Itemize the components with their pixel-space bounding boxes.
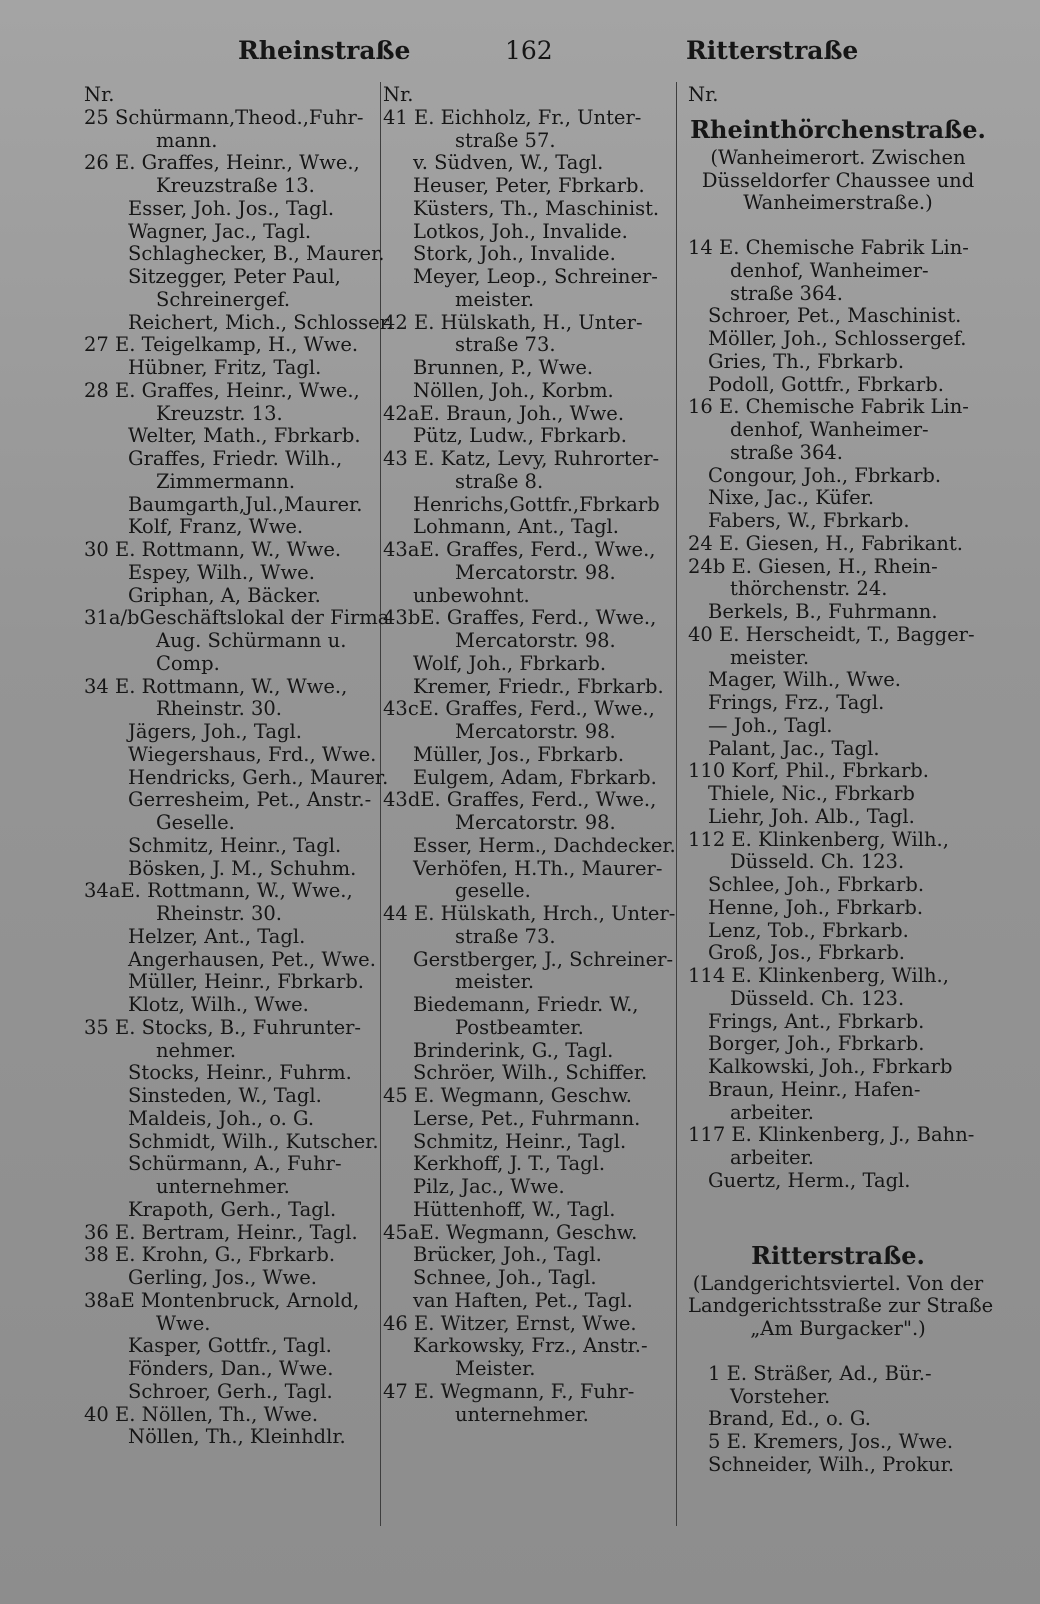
entry-line: 16 E. Chemische Fabrik Lin- [688,395,969,419]
entry-line: Nöllen, Joh., Korbm. [413,378,614,402]
entry-line: Nr. [84,83,115,106]
entry-line: Borger, Joh., Fbrkarb. [708,1032,925,1056]
nr-heading: Nr. [688,83,719,106]
entry-line: Helzer, Ant., Tagl. [128,924,306,948]
entry-line: 24b E. Giesen, H., Rhein- [688,554,938,578]
entry-line: Comp. [156,651,220,675]
entry-line: straße 73. [455,924,556,948]
entry-line: Schroer, Pet., Maschinist. [708,304,962,328]
entry-line: van Haften, Pet., Tagl. [413,1288,633,1312]
entry-line: Sinsteden, W., Tagl. [128,1084,322,1107]
entry-line: 5 E. Kremers, Jos., Wwe. [708,1430,954,1453]
entry-line: Palant, Jac., Tagl. [708,736,880,760]
section-entries [688,1363,988,1477]
entry-line: 38aE Montenbruck, Arnold, [84,1288,360,1312]
entry-line: Aug. Schürmann u. [156,629,347,652]
entry-line: Lotkos, Joh., Invalide. [413,219,628,243]
entry-line: Henne, Joh., Fbrkarb. [708,895,924,919]
entry-line: Kreuzstraße 13. [156,174,315,197]
entry-line: 117 E. Klinkenberg, J., Bahn- [688,1123,975,1147]
entry-line: — Joh., Tagl. [708,713,833,737]
entry-line: Biedemann, Friedr. W., [413,993,639,1016]
entry-line: Berkels, B., Fuhrmann. [708,600,938,623]
entry-line: Mercatorstr. 98. [455,629,616,652]
entry-line: Krapoth, Gerh., Tagl. [128,1197,337,1221]
entry-line: 24 E. Giesen, H., Fabrikant. [688,531,964,555]
entry-line: v. Südven, W., Tagl. [413,151,604,175]
header-left-street: Rheinstraße [238,36,411,65]
entry-line: denhof, Wanheimer- [730,258,929,282]
entry-line: 14 E. Chemische Fabrik Lin- [688,236,969,259]
entry-line: Mercatorstr. 98. [455,811,616,834]
section-description-line: Düsseldorfer Chaussee und [701,168,975,192]
entry-line: Frings, Ant., Fbrkarb. [708,1009,925,1033]
entry-line: 36 E. Bertram, Heinr., Tagl. [84,1220,358,1244]
column-1 [84,83,394,1449]
entry-line: Podoll, Gottfr., Fbrkarb. [708,372,944,396]
entry-line: Mercatorstr. 98. [455,560,616,584]
section-title: Ritterstraße. [751,1240,925,1270]
entry-line: 1 E. Sträßer, Ad., Bür.- [708,1361,932,1385]
entry-line: 43dE. Graffes, Ferd., Wwe., [383,788,657,812]
entry-line: 40 E. Herscheidt, T., Bagger- [688,622,975,646]
entry-line: 42 E. Hülskath, H., Unter- [383,310,643,334]
entry-line: 34 E. Rottmann, W., Wwe., [84,674,348,698]
entry-line: Graffes, Friedr. Wilh., [128,447,343,470]
entry-line: Schmitz, Heinr., Tagl. [413,1129,627,1153]
entry-line: Eulgem, Adam, Fbrkarb. [413,765,657,789]
entry-line: 42aE. Braun, Joh., Wwe. [383,401,625,425]
entry-line: Griphan, A, Bäcker. [128,583,321,607]
entry-line: 41 E. Eichholz, Fr., Unter- [383,105,642,129]
entry-line: Kalkowski, Joh., Fbrkarb [708,1055,953,1078]
entry-line: Guertz, Herm., Tagl. [708,1168,911,1192]
entry-line: Sitzegger, Peter Paul, [128,265,341,288]
entry-line: Liehr, Joh. Alb., Tagl. [708,804,915,828]
entry-line: 28 E. Graffes, Heinr., Wwe., [84,378,360,402]
entry-line: Schürmann, A., Fuhr- [128,1152,342,1176]
entry-line: Rheinstr. 30. [156,902,283,925]
entry-line: Wiegershaus, Frd., Wwe. [128,742,377,766]
entry-line: 46 E. Witzer, Ernst, Wwe. [383,1311,637,1335]
entry-line: Brand, Ed., o. G. [708,1407,871,1431]
entry-line: Hüttenhoff, W., Tagl. [413,1197,616,1221]
page-number: 162 [505,36,553,65]
entry-line: Brücker, Joh., Tagl. [413,1243,602,1267]
entry-line: Gerresheim, Pet., Anstr.- [128,788,372,812]
entry-line: Espey, Wilh., Wwe. [128,560,315,584]
entry-line: Stocks, Heinr., Fuhrm. [128,1061,352,1085]
entry-line: Schlaghecker, B., Maurer. [128,242,385,266]
column-3 [688,83,994,1477]
entry-line: unbewohnt. [413,583,530,607]
entry-line: Kremer, Friedr., Fbrkarb. [413,674,664,698]
entry-line: Lenz, Tob., Fbrkarb. [708,918,909,942]
entry-line: Gries, Th., Fbrkarb. [708,349,905,373]
entry-line: Esser, Herm., Dachdecker. [413,833,676,857]
entry-line: Postbeamter. [455,1015,584,1039]
entry-line: Kasper, Gottfr., Tagl. [128,1334,332,1358]
entry-line: Müller, Jos., Fbrkarb. [413,742,625,766]
section-entries [688,237,988,1193]
entry-line: 40 E. Nöllen, Th., Wwe. [84,1402,319,1426]
page-header [0,30,1040,70]
entry-line: 26 E. Graffes, Heinr., Wwe., [84,151,360,175]
section-description [688,147,988,215]
entry-line: Rheinstr. 30. [156,697,283,721]
entry-line: 25 Schürmann,Theod.,Fuhr- [84,105,364,129]
entry-line: Maldeis, Joh., o. G. [128,1106,315,1130]
entry-line: Fabers, W., Fbrkarb. [708,509,910,532]
entry-line: Angerhausen, Pet., Wwe. [128,947,376,971]
entry-line: Nöllen, Th., Kleinhdlr. [128,1425,346,1449]
entry-line: denhof, Wanheimer- [730,418,929,441]
entry-line: Fönders, Dan., Wwe. [128,1357,334,1380]
section-description-line: Landgerichtsstraße zur Straße [688,1294,994,1318]
entry-line: 34aE. Rottmann, W., Wwe., [84,879,353,903]
entry-line: Esser, Joh. Jos., Tagl. [128,196,335,220]
entry-line: Wwe. [156,1311,211,1335]
entry-line: Vorsteher. [730,1384,831,1408]
entry-line: Pilz, Jac., Wwe. [413,1175,565,1198]
entry-line: unternehmer. [156,1175,290,1198]
entry-line: 43 E. Katz, Levy, Ruhrorter- [383,447,660,470]
entry-line: Nixe, Jac., Küfer. [708,486,875,510]
entry-line: Karkowsky, Frz., Anstr.- [413,1334,648,1358]
entry-line: Wagner, Jac., Tagl. [128,219,312,243]
entry-line: Meister. [455,1357,536,1380]
entry-line: Hübner, Fritz, Tagl. [128,356,322,379]
entry-line: Heuser, Peter, Fbrkarb. [413,174,645,197]
entry-line: 47 E. Wegmann, F., Fuhr- [383,1379,635,1403]
section-description [688,1271,994,1341]
entry-line: Nr. [383,83,414,106]
entry-line: 43aE. Graffes, Ferd., Wwe., [383,538,656,561]
entry-line: Schröer, Wilh., Schiffer. [413,1061,648,1085]
entry-line: straße 8. [455,469,544,493]
entry-line: nehmer. [156,1038,237,1062]
entry-line: Müller, Heinr., Fbrkarb. [128,970,365,994]
entry-line: Stork, Joh., Invalide. [413,242,616,266]
entry-line: 30 E. Rottmann, W., Wwe. [84,538,342,561]
entry-line: Geselle. [156,811,235,834]
entry-line: Braun, Heinr., Hafen- [708,1077,921,1101]
entry-line: Schroer, Gerh., Tagl. [128,1379,333,1403]
entry-line: straße 57. [455,128,556,152]
entry-line: Möller, Joh., Schlossergef. [708,327,967,350]
entry-line: 114 E. Klinkenberg, Wilh., [688,964,949,987]
entry-line: Kerkhoff, J. T., Tagl. [413,1152,606,1176]
entry-line: Congour, Joh., Fbrkarb. [708,463,942,487]
entry-line: Küsters, Th., Maschinist. [413,196,660,220]
entry-line: Reichert, Mich., Schlosser. [128,310,394,334]
entry-line: Pütz, Ludw., Fbrkarb. [413,424,627,448]
entry-line: Frings, Frz., Tagl. [708,691,885,714]
entry-line: Schneider, Wilh., Prokur. [708,1452,955,1476]
entry-line: Wolf, Joh., Fbrkarb. [413,651,607,675]
entry-line: 44 E. Hülskath, Hrch., Unter- [383,902,676,925]
entry-line: Verhöfen, H.Th., Maurer- [413,856,663,880]
entry-line: Mercatorstr. 98. [455,720,616,743]
header-right-street: Ritterstraße [686,36,859,65]
spacer [688,1341,988,1363]
entry-line: 38 E. Krohn, G., Fbrkarb. [84,1243,336,1267]
entry-line: straße 364. [730,281,843,305]
spacer [688,1193,988,1233]
entry-line: Groß, Jos., Fbrkarb. [708,941,905,965]
entry-line: 45aE. Wegmann, Geschw. [383,1220,638,1244]
entry-line: unternehmer. [455,1402,589,1426]
entry-line: meister. [455,287,535,311]
entry-line: 27 E. Teigelkamp, H., Wwe. [84,333,359,357]
entry-line: 112 E. Klinkenberg, Wilh., [688,827,949,851]
section-description-line: (Landgerichtsviertel. Von der [692,1271,984,1295]
entry-line: 43bE. Graffes, Ferd., Wwe., [383,606,657,630]
entry-line: Kreuzstr. 13. [156,401,283,425]
entry-line: 110 Korf, Phil., Fbrkarb. [688,759,929,783]
entry-line: Thiele, Nic., Fbrkarb [708,782,915,805]
entry-line: geselle. [455,879,531,903]
entry-line: Jägers, Joh., Tagl. [128,720,302,743]
entry-line: straße 364. [730,440,843,464]
entry-line: Düsseld. Ch. 123. [730,986,905,1010]
entry-line: Lohmann, Ant., Tagl. [413,515,619,539]
entry-line: 45 E. Wegmann, Geschw. [383,1084,632,1107]
entry-line: meister. [455,970,535,994]
entry-line: Schreinergef. [156,287,291,311]
entry-line: Gerling, Jos., Wwe. [128,1266,317,1289]
entry-line: mann. [156,128,218,152]
entry-line: arbeiter. [730,1146,814,1169]
entry-line: Bösken, J. M., Schuhm. [128,856,357,880]
entry-line: Meyer, Leop., Schreiner- [413,265,658,288]
entry-line: 43cE. Graffes, Ferd., Wwe., [383,697,655,721]
entry-line: Brunnen, P., Wwe. [413,356,594,379]
entry-line: arbeiter. [730,1100,814,1124]
entry-line: Brinderink, G., Tagl. [413,1038,614,1062]
entry-line: Schmidt, Wilh., Kutscher. [128,1129,379,1153]
column-2 [383,84,678,1426]
entry-line: Welter, Math., Fbrkarb. [128,424,361,448]
entry-line: Gerstberger, J., Schreiner- [413,947,674,971]
entry-line: Schnee, Joh., Tagl. [413,1266,597,1289]
entry-line: Düsseld. Ch. 123. [730,850,905,874]
entry-line: meister. [730,645,810,669]
entry-line: Schlee, Joh., Fbrkarb. [708,873,925,896]
entry-line: Hendricks, Gerh., Maurer. [128,765,389,789]
entry-line: Kolf, Franz, Wwe. [128,515,304,539]
spacer [688,215,988,237]
entry-line: straße 73. [455,333,556,357]
entry-line: thörchenstr. 24. [730,577,888,601]
entry-line: Henrichs,Gottfr.,Fbrkarb [413,492,660,516]
entry-line: Mager, Wilh., Wwe. [708,668,901,692]
entry-line: Baumgarth,Jul.,Maurer. [128,492,363,516]
section-description-line: „Am Burgacker".) [750,1317,926,1340]
entry-line: Lerse, Pet., Fuhrmann. [413,1106,641,1130]
entry-line: 31a/bGeschäftslokal der Firma [84,606,390,630]
section-title: Rheinthörchenstraße. [690,114,986,144]
entry-line: Klotz, Wilh., Wwe. [128,993,309,1016]
entry-line: 35 E. Stocks, B., Fuhrunter- [84,1015,362,1039]
entry-line: Zimmermann. [156,469,296,493]
entry-line: Schmitz, Heinr., Tagl. [128,833,342,857]
section-description-line: Wanheimerstraße.) [743,191,933,215]
section-description-line: (Wanheimerort. Zwischen [710,145,966,169]
